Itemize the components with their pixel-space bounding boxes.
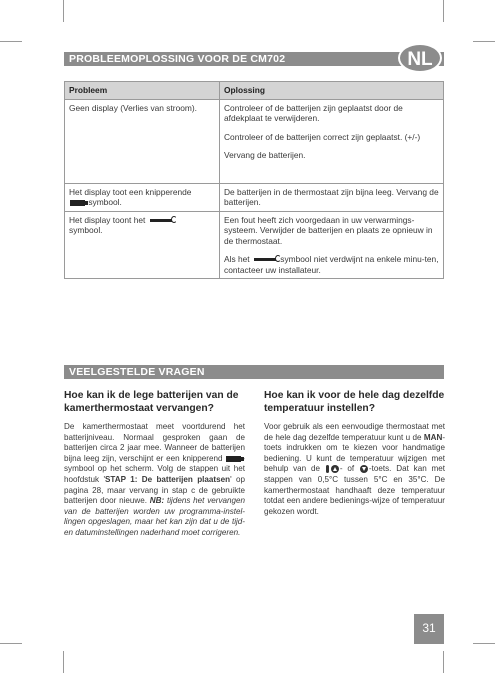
section-title-troubleshooting: PROBLEEMOPLOSSING VOOR DE CM702 [64,52,444,66]
solution-text: Vervang de batterijen. [224,150,306,160]
table-row [65,211,444,279]
answer-text-part: -toets indrukken om te kiezen voor handmatige bediening. U kunt de temperatuur wijzigen met behulp van de [264,432,446,474]
wrench-icon [150,219,172,222]
wrench-icon [254,258,276,261]
note-text: tijdens het vervangen van de batterijen worden uw programma-instel-lingen opgeslagen, maar het kan zijn dat u de tijd- en datuminstellingen naderhand moet corrigeren. [64,496,245,537]
table-row [65,183,444,211]
crop-mark [473,643,495,644]
solution-cell [220,99,444,183]
question-title: Hoe kan ik de lege batterijen van de kamerthermostaat vervangen? [64,390,239,414]
page-number: 31 [414,614,444,644]
solution-text-part: symbool niet verdwijnt na enkele minu-ten, contacteer uw installateur. [224,254,439,275]
faq-question-temperature [264,390,445,517]
crop-mark [443,651,444,673]
solution-cell [220,183,444,211]
note-label: NB: [149,496,165,506]
section-title-faq: VEELGESTELDE VRAGEN [64,365,444,379]
solution-text: Controleer of de batterijen correct zijn geplaatst. (+/-) [224,131,421,142]
problem-cell [65,211,220,279]
solution-cell [220,211,444,279]
battery-icon [226,456,241,462]
solution-text: De batterijen in de thermostaat zijn bijna leeg. Vervang de batterijen. [224,186,439,207]
crop-mark [63,651,64,673]
table-header-row [65,82,444,100]
crop-mark [0,41,22,42]
down-button-icon [360,465,368,473]
step-reference: STAP 1: De batterijen plaatsen [105,474,231,484]
up-button-icon [331,465,339,473]
problem-text: Het display toot een knipperende [69,186,192,197]
column-header-solution: Oplossing [220,82,444,100]
solution-text [224,254,439,275]
answer-text [264,422,445,517]
troubleshooting-table [64,81,444,279]
crop-mark [63,0,64,22]
battery-icon [70,200,85,206]
answer-text-part: ' op pagina 28, maar vervang in stap c de gebruikte batterijen door nieuwe. [64,474,245,506]
solution-text-part: Als het [224,254,250,264]
answer-text-part: -toets. Dat kan met stappen van 0,5°C tussen 5°C en 35°C. De kamerthermostaat handhaaft deze temperatuur totdat een andere bedienings-wijze of temperatuur gekozen wordt. [264,464,446,516]
question-title: Hoe kan ik voor de hele dag dezelfde temperatuur instellen? [264,390,445,414]
answer-text-part: De kamerthermostaat meet voortdurend het batterijniveau. Normaal gesproken gaan de batterijen circa 2 jaar mee. Wanneer de batterijen bijna leeg zijn, verschijnt er een knipperend [64,422,245,463]
language-badge: NL [398,43,442,73]
crop-mark [443,0,444,22]
table-row [65,99,444,183]
faq-question-batteries [64,390,245,539]
crop-mark [0,643,22,644]
problem-cell [65,183,220,211]
problem-text: Het display toont het [69,214,146,225]
solution-text: Een fout heeft zich voorgedaan in uw verwarmings-systeem. Verwijder de batterijen en plaats ze opnieuw in de thermostaat. [224,214,433,246]
problem-text: symbool. [88,197,122,207]
crop-mark [473,41,495,42]
answer-text-part: symbool op het scherm. Volg de stappen uit het hoofdstuk ' [64,464,245,484]
thermometer-icon [326,465,329,473]
problem-text: symbool. [69,225,103,235]
answer-text-part: - of [339,464,355,474]
man-key-label: MAN [423,432,443,442]
column-header-problem: Probleem [65,82,220,100]
problem-cell: Geen display (Verlies van stroom). [65,99,220,183]
answer-text [64,422,245,539]
answer-text-part: Voor gebruik als een eenvoudige thermostaat met de hele dag dezelfde temperatuur kunt u de [264,422,445,442]
solution-text: Controleer of de batterijen zijn geplaatst door de afdekplaat te verwijderen. [224,102,403,123]
